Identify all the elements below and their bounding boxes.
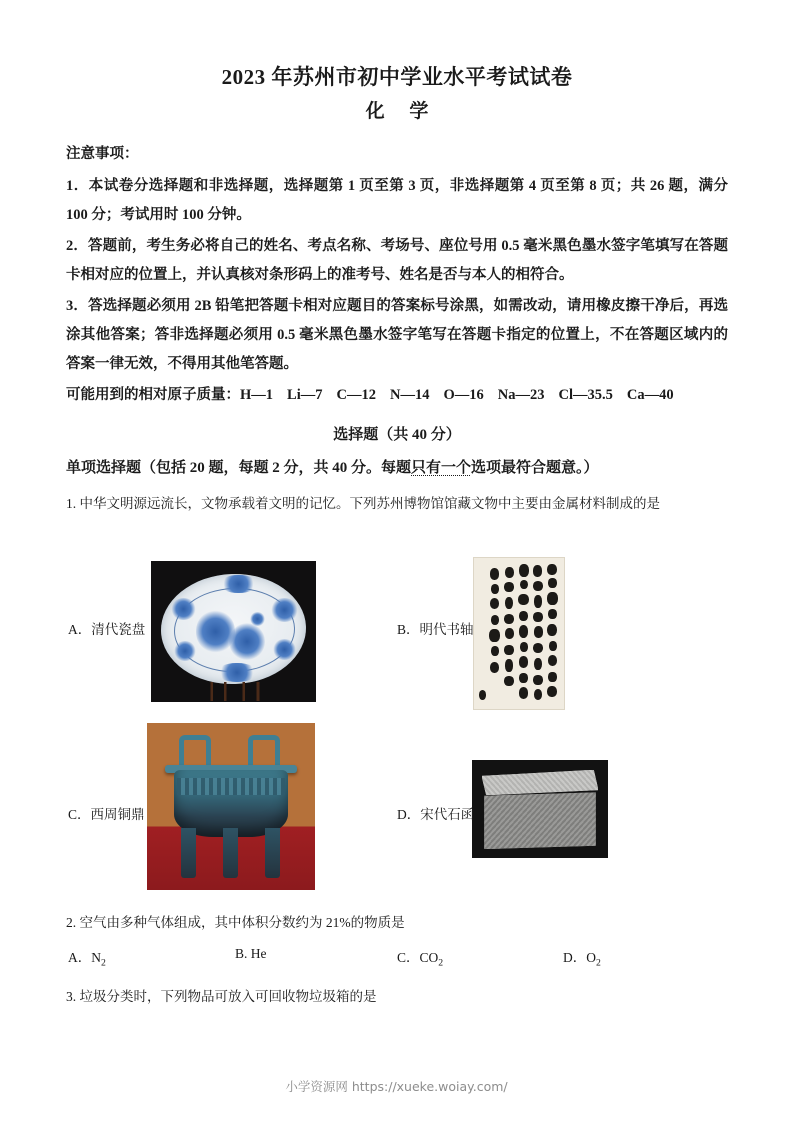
notice-heading: 注意事项：: [66, 146, 139, 162]
atomic-mass-na: Na—23: [497, 387, 545, 403]
notice-item-3: 3．答选择题必须用 2B 铅笔把答题卡相对应题目的答案标号涂黑，如需改动，请用橡皮擦干净后，再选涂其他答案；答非选择题必须用 0.5 毫米黑色墨水签字笔写在答题卡指定的位置上，不在答题区域内的答案一律无效，不得用其他笔答题。: [66, 298, 728, 372]
section-instruction-emphasis: 只有一个: [411, 460, 472, 476]
atomic-mass-values: [240, 387, 688, 403]
ding-taotie-pattern-band: [177, 778, 285, 795]
option-a-subscript: 2: [101, 957, 106, 969]
plate-wooden-stand: [207, 682, 263, 700]
atomic-mass-c: C—12: [336, 387, 376, 403]
plate-center-motif: [250, 612, 265, 626]
page-content: [66, 62, 728, 520]
subject-title: 化 学: [365, 101, 439, 122]
atomic-mass-ca: Ca—40: [626, 387, 674, 403]
section-instruction: [66, 454, 728, 482]
notice-item-1: 1．本试卷分选择题和非选择题，选择题第 1 页至第 3 页，非选择题第 4 页至第 8 页；共 26 题，满分 100 分；考试用时 100 分钟。: [66, 178, 728, 223]
atomic-mass-cl: Cl—35.5: [558, 387, 613, 403]
question-1-stem: 1. 中华文明源远流长，文物承载着文明的记忆。下列苏州博物馆馆藏文物中主要由金属材料制成的是: [66, 496, 660, 511]
section-title: 选择题（共 40 分）: [333, 427, 461, 443]
question-3-stem: 3. 垃圾分类时，下列物品可放入可回收物垃圾箱的是: [66, 989, 377, 1004]
option-d-image-song-stone-box: [472, 760, 608, 858]
calligraphy-column: [503, 563, 517, 705]
option-d-prefix: D．: [563, 950, 587, 965]
calligraphy-column: [517, 563, 531, 705]
atomic-mass-li: Li—7: [287, 387, 323, 403]
option-d-label[interactable]: D．宋代石函: [397, 807, 475, 822]
option-c-label[interactable]: C．西周铜鼎: [68, 807, 145, 822]
option-b-formula: He: [250, 946, 267, 961]
option-a-prefix: A．: [68, 950, 92, 965]
question-2-option-c[interactable]: [397, 946, 443, 969]
calligraphy-column-signature: [476, 563, 490, 705]
footer-watermark: 小学资源网 https://xueke.woiay.com/: [285, 1079, 508, 1094]
plate-center-motif: [229, 623, 265, 660]
atomic-mass-n: N—14: [389, 387, 430, 403]
plate-floral-motif: [271, 598, 297, 622]
plate-floral-motif: [273, 639, 296, 660]
ding-leg-right: [265, 828, 280, 878]
question-2-stem: 2. 空气由多种气体组成，其中体积分数约为 21%的物质是: [66, 915, 405, 930]
page-title: 2023 年苏州市初中学业水平考试试卷: [221, 65, 573, 89]
option-c-prefix: C．: [397, 950, 420, 965]
stone-box-body: [484, 792, 596, 849]
option-c-subscript: 2: [438, 957, 444, 969]
option-a-image-qing-porcelain-plate: [151, 561, 316, 702]
plate-floral-motif: [171, 598, 196, 621]
option-a-label[interactable]: A．清代瓷盘: [68, 622, 146, 637]
calligraphy-column: [532, 563, 546, 705]
question-2-option-b[interactable]: [235, 946, 267, 962]
atomic-mass-label: 可能用到的相对原子质量：: [66, 387, 240, 403]
calligraphy-column: [546, 563, 560, 705]
option-c-image-western-zhou-bronze-ding: [147, 723, 315, 890]
ding-leg-left: [181, 828, 196, 878]
option-b-prefix: B.: [235, 946, 251, 961]
option-d-subscript: 2: [596, 957, 601, 969]
plate-floral-motif: [217, 663, 257, 683]
stone-box-lid: [482, 770, 599, 795]
option-c-formula: CO: [419, 950, 439, 965]
notice-item-2: 2．答题前，考生务必将自己的姓名、考点名称、考场号、座位号用 0.5 毫米黑色墨水签字笔填写在答题卡相对应的位置上，并认真核对条形码上的准考号、姓名是否与本人的相符合。: [66, 238, 728, 283]
section-instruction-prefix: 单项选择题（包括 20 题，每题 2 分，共 40 分。每题: [66, 460, 412, 476]
question-2-option-a[interactable]: [68, 946, 106, 969]
option-b-label[interactable]: B．明代书轴: [397, 622, 474, 637]
plate-floral-motif: [174, 641, 195, 661]
option-a-formula: N: [91, 950, 101, 965]
calligraphy-column: [488, 563, 502, 705]
option-b-image-ming-calligraphy-scroll: [473, 557, 565, 710]
atomic-mass-line: [66, 381, 728, 410]
question-2-option-d[interactable]: [563, 946, 601, 969]
ding-leg-center: [223, 828, 238, 878]
section-instruction-suffix: 选项最符合题意。）: [471, 460, 599, 476]
atomic-mass-h: H—1: [240, 387, 274, 403]
atomic-mass-o: O—16: [443, 387, 484, 403]
option-d-formula: O: [586, 950, 596, 965]
